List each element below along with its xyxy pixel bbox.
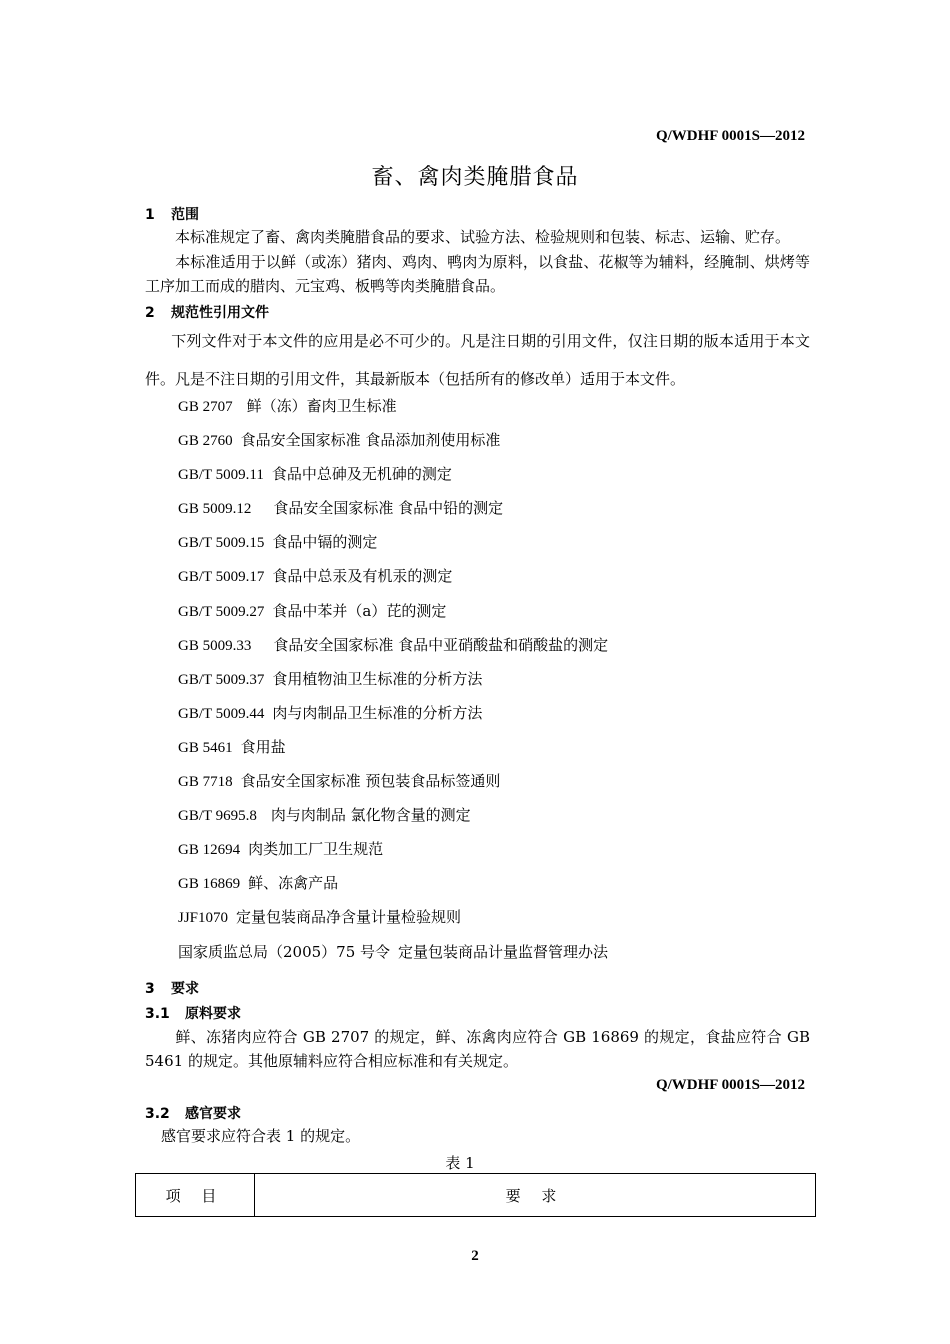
section-title: 原料要求 [185,1006,241,1022]
raw-material-paragraph [145,1025,810,1073]
standard-code-repeat: Q/WDHF 0001S—2012 [655,1077,805,1093]
scope-text-1: 本标准规定了畜、禽肉类腌腊食品的要求、试验方法、检验规则和包装、标志、运输、贮存。 [175,228,791,246]
reference-item [178,495,608,529]
reference-title: 食品中总砷及无机砷的测定 [271,465,452,484]
scope-paragraph-1 [145,225,810,249]
reference-item [178,939,608,973]
reference-code: GB/T 5009.11 [178,467,264,484]
reference-code: JJF1070 [178,910,229,927]
reference-code: GB 7718 [178,774,233,791]
section-3-heading [145,978,199,998]
normative-refs-intro-text: 下列文件对于本文件的应用是必不可少的。凡是注日期的引用文件，仅注日期的版本适用于本文件。凡是不注日期的引用文件，其最新版本（包括所有的修改单）适用于本文件。 [145,332,810,388]
raw-material-text: 鲜、冻猪肉应符合 GB 2707 的规定，鲜、冻禽肉应符合 GB 16869 的规定，食盐应符合 GB 5461 的规定。其他原辅料应符合相应标准和有关规定。 [145,1028,810,1070]
reference-code: GB 16869 [178,876,241,893]
reference-item [178,870,608,904]
reference-title: 肉与肉制品 氯化物含量的测定 [270,806,471,825]
reference-code: GB/T 5009.44 [178,705,265,722]
reference-item [178,393,608,427]
section-number: 3 [145,981,155,997]
standard-code-header: Q/WDHF 0001S—2012 [655,128,805,144]
reference-title: 食品中苯并（a）芘的测定 [272,601,447,620]
sensory-paragraph [145,1124,810,1148]
reference-item [178,563,608,597]
sensory-text: 感官要求应符合表 1 的规定。 [161,1127,361,1145]
reference-title: 食品中总汞及有机汞的测定 [272,567,453,586]
section-number: 1 [145,207,155,223]
reference-item [178,734,608,768]
reference-title: 食用盐 [240,737,286,756]
reference-title: 食用植物油卫生标准的分析方法 [272,669,483,688]
document-title: 畜、禽肉类腌腊食品 [371,165,579,190]
table-header-requirement: 要 求 [255,1174,816,1217]
reference-code: GB 5009.33 [178,637,252,654]
section-number: 3.1 [145,1006,170,1022]
reference-item [178,632,608,666]
section-title: 要求 [171,981,199,997]
table-header-item: 项 目 [136,1174,255,1217]
reference-code: 国家质监总局（2005）75 号令 [178,942,391,961]
section-number: 3.2 [145,1106,170,1122]
reference-code: GB/T 5009.15 [178,535,265,552]
page-number: 2 [471,1248,479,1264]
reference-title: 肉类加工厂卫生规范 [248,840,384,859]
section-3-1-heading [145,1003,241,1023]
reference-item [178,768,608,802]
reference-title: 食品安全国家标准 预包装食品标签通则 [240,772,501,791]
reference-title: 鲜（冻）畜肉卫生标准 [246,397,397,415]
reference-code: GB/T 5009.27 [178,603,265,620]
reference-title: 定量包装商品净含量计量检验规则 [236,908,462,927]
reference-title: 鲜、冻禽产品 [248,874,339,893]
reference-title: 定量包装商品计量监督管理办法 [398,942,609,961]
reference-item [178,700,608,734]
section-3-2-heading [145,1103,241,1123]
reference-code: GB 12694 [178,842,241,859]
reference-code: GB/T 9695.8 [178,808,257,825]
section-title: 范围 [171,207,199,223]
reference-title: 肉与肉制品卫生标准的分析方法 [272,703,483,722]
reference-code: GB 2707 [178,399,233,415]
reference-item [178,427,608,461]
reference-code: GB/T 5009.17 [178,569,265,586]
table-caption: 表 1 [445,1154,475,1172]
reference-title: 食品安全国家标准 食品中铅的测定 [273,499,504,518]
sensory-requirements-table [135,1173,816,1217]
reference-item [178,666,608,700]
reference-list [178,393,608,973]
scope-text-2: 本标准适用于以鲜（或冻）猪肉、鸡肉、鸭肉为原料，以食盐、花椒等为辅料，经腌制、烘烤等工序加工而成的腊肉、元宝鸡、板鸭等肉类腌腊食品。 [145,253,810,295]
table-header-row [136,1174,816,1217]
reference-item [178,802,608,836]
reference-item [178,529,608,563]
reference-code: GB 5461 [178,739,233,756]
section-title: 感官要求 [185,1106,241,1122]
section-1-heading [145,204,199,224]
reference-item [178,598,608,632]
reference-code: GB 5009.12 [178,501,252,518]
reference-code: GB 2760 [178,433,233,450]
section-2-heading [145,302,269,322]
section-title: 规范性引用文件 [171,305,269,321]
reference-title: 食品安全国家标准 食品添加剂使用标准 [240,431,501,450]
normative-refs-intro [145,322,810,398]
reference-item [178,904,608,938]
section-number: 2 [145,305,155,321]
reference-item [178,461,608,495]
reference-code: GB/T 5009.37 [178,671,265,688]
reference-title: 食品中镉的测定 [272,533,378,552]
scope-paragraph-2 [145,250,810,298]
reference-title: 食品安全国家标准 食品中亚硝酸盐和硝酸盐的测定 [273,635,609,654]
reference-item [178,836,608,870]
